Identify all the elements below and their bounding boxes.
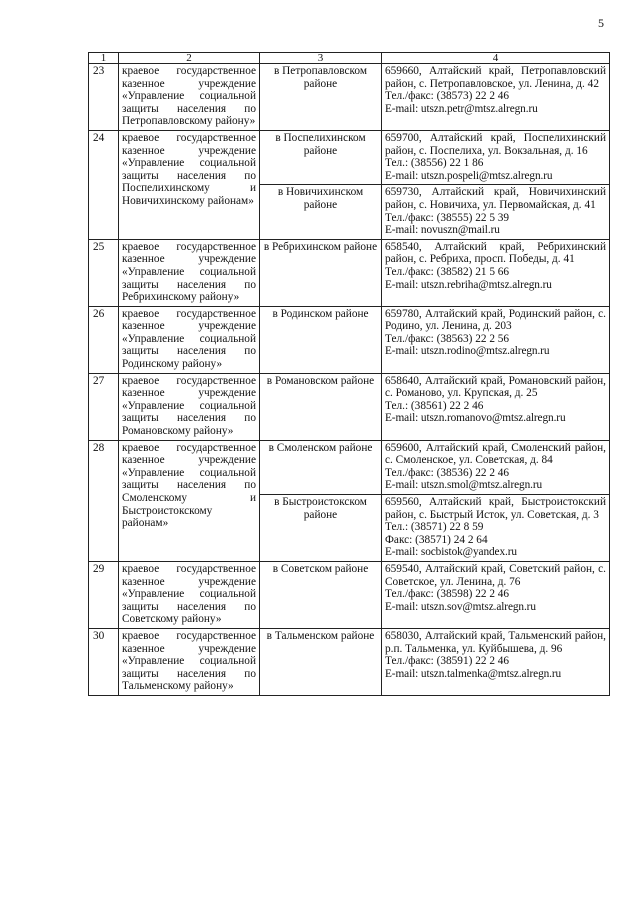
header-row [89, 53, 610, 64]
organization-name: краевое государственное казенное учреждение «Управление социальной защиты населения по Ребрихинскому району» [119, 239, 260, 306]
table-row [89, 628, 610, 695]
district: в Смоленском районе [260, 440, 382, 494]
address: 659660, Алтайский край, Петропавловский район, с. Петропавловское, ул. Ленина, д. 42 [385, 65, 606, 90]
col-header-2: 2 [119, 53, 260, 64]
district: в Советском районе [260, 561, 382, 628]
table-row [89, 373, 610, 440]
district: в Быстроистокском районе [260, 495, 382, 562]
organization-name: краевое государственное казенное учреждение «Управление социальной защиты населения по Тальменскому району» [119, 628, 260, 695]
col-header-1: 1 [89, 53, 119, 64]
email-link[interactable]: E-mail: utszn.pospeli@mtsz.alregn.ru [385, 169, 553, 182]
row-number: 28 [89, 440, 119, 561]
contacts [382, 440, 610, 494]
district: в Петропавловском районе [260, 64, 382, 131]
district: в Романовском районе [260, 373, 382, 440]
email-link[interactable]: E-mail: utszn.smol@mtsz.alregn.ru [385, 479, 543, 492]
phone: Тел./факс: (38591) 22 2 46 [385, 655, 510, 668]
address: 659540, Алтайский край, Советский район, с. Советское, ул. Ленина, д. 76 [385, 562, 606, 588]
email-link[interactable]: E-mail: novuszn@mail.ru [385, 224, 500, 237]
table-row [89, 64, 610, 131]
row-number: 29 [89, 561, 119, 628]
organization-name: краевое государственное казенное учреждение «Управление социальной защиты населения по Романовскому району» [119, 373, 260, 440]
page-number: 5 [598, 16, 604, 30]
table-row [89, 130, 610, 184]
district: в Тальменском районе [260, 628, 382, 695]
organization-name: краевое государственное казенное учреждение «Управление социальной защиты населения по Поспелихинскому и Новичихинскому районам» [119, 130, 260, 239]
phone: Тел.: (38556) 22 1 86 [385, 157, 484, 170]
email-link[interactable]: E-mail: utszn.rodino@mtsz.alregn.ru [385, 345, 550, 358]
address: 659600, Алтайский край, Смоленский район, с. Смоленское, ул. Советская, д. 84 [385, 441, 606, 467]
row-number: 26 [89, 306, 119, 373]
contacts [382, 185, 610, 239]
offices-table [88, 52, 610, 696]
contacts [382, 373, 610, 440]
district: в Родинском районе [260, 306, 382, 373]
address: 658540, Алтайский край, Ребрихинский район, с. Ребриха, просп. Победы, д. 41 [385, 240, 606, 266]
email-link[interactable]: E-mail: utszn.sov@mtsz.alregn.ru [385, 600, 536, 613]
address: 658640, Алтайский край, Романовский район, с. Романово, ул. Крупская, д. 25 [385, 374, 606, 400]
contacts [382, 495, 610, 562]
table-body [89, 64, 610, 696]
table-row [89, 239, 610, 306]
contacts [382, 561, 610, 628]
col-header-3: 3 [260, 53, 382, 64]
row-number: 24 [89, 130, 119, 239]
phone: Тел./факс: (38563) 22 2 56 [385, 332, 510, 345]
row-number: 27 [89, 373, 119, 440]
table-row [89, 561, 610, 628]
phone: Тел./факс: (38536) 22 2 46 [385, 466, 510, 479]
address: 659730, Алтайский край, Новичихинский район, с. Новичиха, ул. Первомайская, д. 41 [385, 186, 606, 211]
district: в Ребрихинском районе [260, 239, 382, 306]
phone: Тел./факс: (38573) 22 2 46 [385, 90, 510, 103]
address: 658030, Алтайский край, Тальменский район, р.п. Тальменка, ул. Куйбышева, д. 96 [385, 629, 606, 655]
email-link[interactable]: E-mail: utszn.romanovo@mtsz.alregn.ru [385, 412, 566, 425]
phone: Тел./факс: (38582) 21 5 66 [385, 265, 510, 278]
phone: Тел.: (38571) 22 8 59 [385, 521, 484, 534]
contacts [382, 64, 610, 131]
table-row [89, 440, 610, 494]
phone: Тел./факс: (38555) 22 5 39 [385, 211, 510, 224]
email-link[interactable]: E-mail: utszn.talmenka@mtsz.alregn.ru [385, 667, 562, 680]
district: в Поспелихинском районе [260, 130, 382, 184]
email-link[interactable]: E-mail: socbistok@yandex.ru [385, 546, 517, 559]
organization-name: краевое государственное казенное учреждение «Управление социальной защиты населения по Советскому району» [119, 561, 260, 628]
address: 659780, Алтайский край, Родинский район, с. Родино, ул. Ленина, д. 203 [385, 307, 606, 333]
contacts [382, 130, 610, 184]
phone: Тел.: (38561) 22 2 46 [385, 399, 484, 412]
email-link[interactable]: E-mail: utszn.rebriha@mtsz.alregn.ru [385, 278, 552, 291]
row-number: 23 [89, 64, 119, 131]
organization-name: краевое государственное казенное учреждение «Управление социальной защиты населения по Родинскому району» [119, 306, 260, 373]
contacts [382, 628, 610, 695]
row-number: 25 [89, 239, 119, 306]
organization-name: краевое государственное казенное учреждение «Управление социальной защиты населения по Петропавловскому району» [119, 64, 260, 131]
organization-name: краевое государственное казенное учреждение «Управление социальной защиты населения по Смоленскому и Быстроистокскому районам» [119, 440, 260, 561]
col-header-4: 4 [382, 53, 610, 64]
fax: Факс: (38571) 24 2 64 [385, 533, 488, 546]
district: в Новичихинском районе [260, 185, 382, 239]
address: 659700, Алтайский край, Поспелихинский район, с. Поспелиха, ул. Вокзальная, д. 16 [385, 131, 606, 157]
table-row [89, 306, 610, 373]
row-number: 30 [89, 628, 119, 695]
phone: Тел./факс: (38598) 22 2 46 [385, 588, 510, 601]
email-link[interactable]: E-mail: utszn.petr@mtsz.alregn.ru [385, 102, 538, 115]
contacts [382, 306, 610, 373]
address: 659560, Алтайский край, Быстроистокский район, с. Быстрый Исток, ул. Советская, д. 3 [385, 496, 606, 521]
contacts [382, 239, 610, 306]
